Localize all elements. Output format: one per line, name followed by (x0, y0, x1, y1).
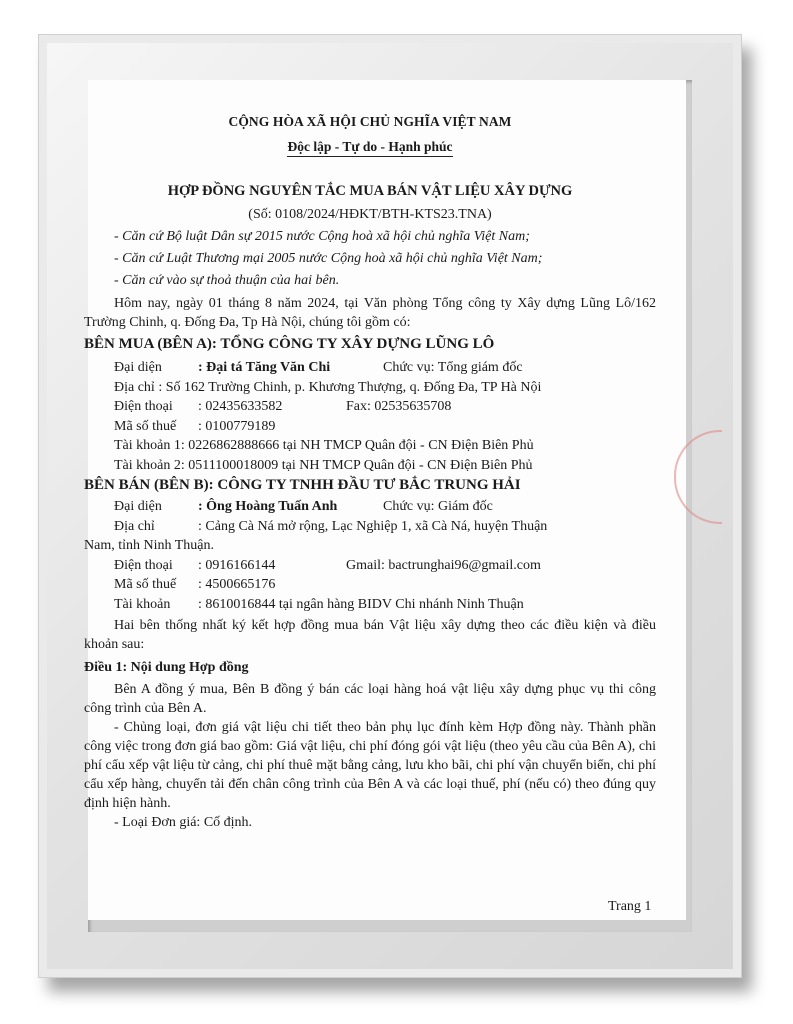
party-b-phone: : 0916166144 (198, 557, 276, 573)
party-b-phone-row (84, 556, 656, 576)
page-number: Trang 1 (608, 899, 652, 914)
legal-basis-3: - Căn cứ vào sự thoả thuận của hai bên. (114, 273, 340, 288)
label: Điện thoại (114, 399, 173, 414)
party-a-heading: BÊN MUA (BÊN A): TỔNG CÔNG TY XÂY DỰNG LŨNG LÔ (84, 336, 495, 352)
party-b-address-continued: Nam, tỉnh Ninh Thuận. (84, 538, 215, 553)
party-a-tax-row (84, 417, 656, 437)
party-a-account-1: Tài khoản 1: 0226862888666 tại NH TMCP Quân đội - CN Điện Biên Phủ (114, 438, 534, 453)
label: Đại diện (114, 360, 162, 375)
party-a-phone-row (84, 397, 656, 417)
article-1-paragraph-3: - Loại Đơn giá: Cố định. (114, 815, 253, 830)
party-b-account: : 8610016844 tại ngân hàng BIDV Chi nhánh Ninh Thuận (198, 596, 524, 612)
party-a-address: Địa chỉ : Số 162 Trường Chinh, p. Khương Thượng, q. Đống Đa, TP Hà Nội (114, 379, 542, 395)
national-motto: Độc lập - Tự do - Hạnh phúc (84, 137, 656, 156)
party-b-address: : Cảng Cà Ná mở rộng, Lạc Nghiệp 1, xã Cà Ná, huyện Thuận (198, 518, 548, 534)
party-a-representative-row (84, 358, 656, 378)
party-b-representative-row (84, 497, 656, 517)
label: Địa chỉ (114, 518, 155, 534)
party-b-representative: : Ông Hoàng Tuấn Anh (198, 499, 338, 514)
contract-number: (Số: 0108/2024/HĐKT/BTH-KTS23.TNA) (248, 207, 492, 222)
party-a-position: Chức vụ: Tổng giám đốc (383, 360, 523, 375)
intro-paragraph: Hôm nay, ngày 01 tháng 8 năm 2024, tại Văn phòng Tổng công ty Xây dựng Lũng Lô/162 Trường Chinh, q. Đống Đa, Tp Hà Nội, chúng tôi gồm có: (84, 296, 656, 330)
label: Điện thoại (114, 557, 173, 573)
party-a-fax: Fax: 02535635708 (346, 399, 452, 414)
party-a-phone: : 02435633582 (198, 399, 283, 414)
party-b-position: Chức vụ: Giám đốc (383, 499, 493, 514)
document-content (84, 108, 656, 832)
label: Mã số thuế (114, 577, 177, 592)
article-1-paragraph-1: Bên A đồng ý mua, Bên B đồng ý bán các loại hàng hoá vật liệu xây dựng phục vụ thi công công trình của Bên A. (84, 682, 656, 716)
party-a-representative: : Đại tá Tăng Văn Chi (198, 360, 331, 375)
label: Tài khoản (114, 596, 171, 612)
national-header: CỘNG HÒA XÃ HỘI CHỦ NGHĨA VIỆT NAM (228, 114, 512, 129)
legal-basis-2: - Căn cứ Luật Thương mại 2005 nước Cộng hoà xã hội chủ nghĩa Việt Nam; (114, 251, 543, 266)
party-b-address-row (84, 517, 656, 537)
party-a-account-2: Tài khoản 2: 0511100018009 tại NH TMCP Quân đội - CN Điện Biên Phủ (114, 457, 533, 473)
party-a-tax-code: : 0100779189 (198, 418, 276, 434)
party-b-email: Gmail: bactrunghai96@gmail.com (346, 557, 541, 573)
legal-basis-1: - Căn cứ Bộ luật Dân sự 2015 nước Cộng hoà xã hội chủ nghĩa Việt Nam; (114, 229, 530, 244)
article-1-paragraph-2: - Chủng loại, đơn giá vật liệu chi tiết theo bản phụ lục đính kèm Hợp đồng này. Thành phần công việc trong đơn giá bao gồm: Giá vật liệu, chi phí đóng gói vật liệu (theo yêu cầu của Bên A), chi phí cẩu xếp vật liệu từ cảng, chi phí thuê mặt bằng cảng, lưu kho bãi, chi phí vận chuyển biển, chi phí cẩu xếp hàng, chuyển tải đến chân công trình của Bên A và các loại thuế, phí (nếu có) theo đúng quy định hiện hành. (84, 720, 656, 811)
party-b-account-row (84, 595, 656, 615)
party-b-tax-row (84, 575, 656, 595)
agreement-paragraph: Hai bên thống nhất ký kết hợp đồng mua bán Vật liệu xây dựng theo các điều kiện và điều khoản sau: (84, 618, 656, 652)
contract-title: HỢP ĐỒNG NGUYÊN TẮC MUA BÁN VẬT LIỆU XÂY DỰNG (167, 183, 573, 199)
party-b-heading: BÊN BÁN (BÊN B): CÔNG TY TNHH ĐẦU TƯ BẮC TRUNG HẢI (84, 477, 521, 493)
article-1-heading: Điều 1: Nội dung Hợp đồng (84, 660, 249, 675)
label: Mã số thuế (114, 418, 177, 434)
party-b-tax-code: : 4500665176 (198, 577, 276, 592)
label: Đại diện (114, 499, 162, 514)
